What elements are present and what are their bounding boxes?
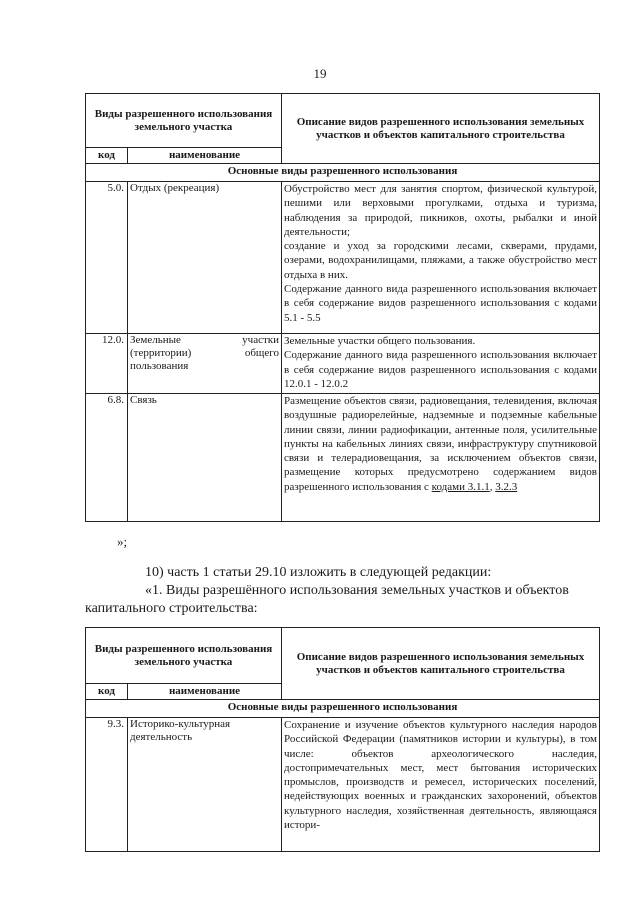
table-row [86,718,600,852]
name-header: наименование [128,684,282,700]
description-paragraph: Обустройство мест для занятия спортом, физической культурой, пешими или верховыми прогулками, отдыха и туризма, наблюдения за природой, пикников, охоты, рыбалки и иной деятельности; [284,183,597,238]
land-use-table-1 [85,93,600,522]
quote-line-2: капитального строительства: [85,601,258,616]
code-link-3-1-1[interactable]: кодами 3.1.1 [431,480,490,493]
closing-quote: »; [117,534,128,549]
code-link-3-2-3[interactable]: 3.2.3 [495,480,518,493]
row-code: 9.3. [86,718,128,852]
row-code: 6.8. [86,394,128,522]
row-name [128,334,282,394]
types-header: Виды разрешенного использования земельного участка [86,628,282,684]
quote-line-1: «1. Виды разрешённого использования земельных участков и объектов [145,583,569,598]
description-text: Размещение объектов связи, радиовещания, телевидения, включая воздушные радиорелейные, надземные и подземные кабельные линии связи, линии радиофикации, антенные поля, усилительные пункты на кабельных линиях связи, инфраструктуру спутниковой связи и телерадиовещания, за исключением объектов связи, размещение которых предусмотрено содержанием видов разрешенного использования с [284,395,597,493]
row-name: Историко-культурная деятельность [128,718,282,852]
code-header: код [86,148,128,164]
name-word: пользования [130,360,189,372]
separator: , [489,480,496,493]
code-header: код [86,684,128,700]
description-paragraph: Содержание данного вида разрешенного использования включает в себя содержание видов разрешенного использования с кодами 12.0.1 - 12.0.2 [284,349,597,390]
section-title: Основные виды разрешенного использования [86,700,600,718]
name-word: участки [242,334,279,346]
row-description [282,334,600,394]
row-code: 12.0. [86,334,128,394]
description-paragraph: Земельные участки общего пользования. [284,335,476,347]
description-header: Описание видов разрешенного использования земельных участков и объектов капитального строительства [282,628,600,700]
section-title: Основные виды разрешенного использования [86,164,600,182]
table-row [86,182,600,334]
name-word: Земельные [130,334,181,346]
description-paragraph: создание и уход за городскими лесами, скверами, прудами, озерами, водохранилищами, пляжами, а также обустройство мест отдыха в них. [284,240,597,281]
table-row [86,334,600,394]
row-description: Сохранение и изучение объектов культурного наследия народов Российской Федерации (памятников истории и культуры), в том числе: объектов археологического наследия, достопримечательных мест, мест бытования исторических промыслов, производств и ремесел, исторических поселений, недействующих военных и гражданских захоронений, объектов культурного наследия, хозяйственная деятельность, являющаяся истори- [282,718,600,852]
row-code: 5.0. [86,182,128,334]
name-word: общего [244,347,279,359]
row-description [282,394,600,522]
page-number: 19 [313,66,327,81]
name-header: наименование [128,148,282,164]
row-description [282,182,600,334]
row-name: Связь [128,394,282,522]
row-name: Отдых (рекреация) [128,182,282,334]
land-use-table-2 [85,627,600,852]
types-header: Виды разрешенного использования земельного участка [86,94,282,148]
description-paragraph: Содержание данного вида разрешенного использования включает в себя содержание видов разрешенного использования с кодами 5.1 - 5.5 [284,283,597,324]
table-row [86,394,600,522]
name-word: (территории) [130,347,192,359]
amendment-paragraph: 10) часть 1 статьи 29.10 изложить в следующей редакции: [145,565,492,580]
description-header: Описание видов разрешенного использования земельных участков и объектов капитального строительства [282,94,600,164]
